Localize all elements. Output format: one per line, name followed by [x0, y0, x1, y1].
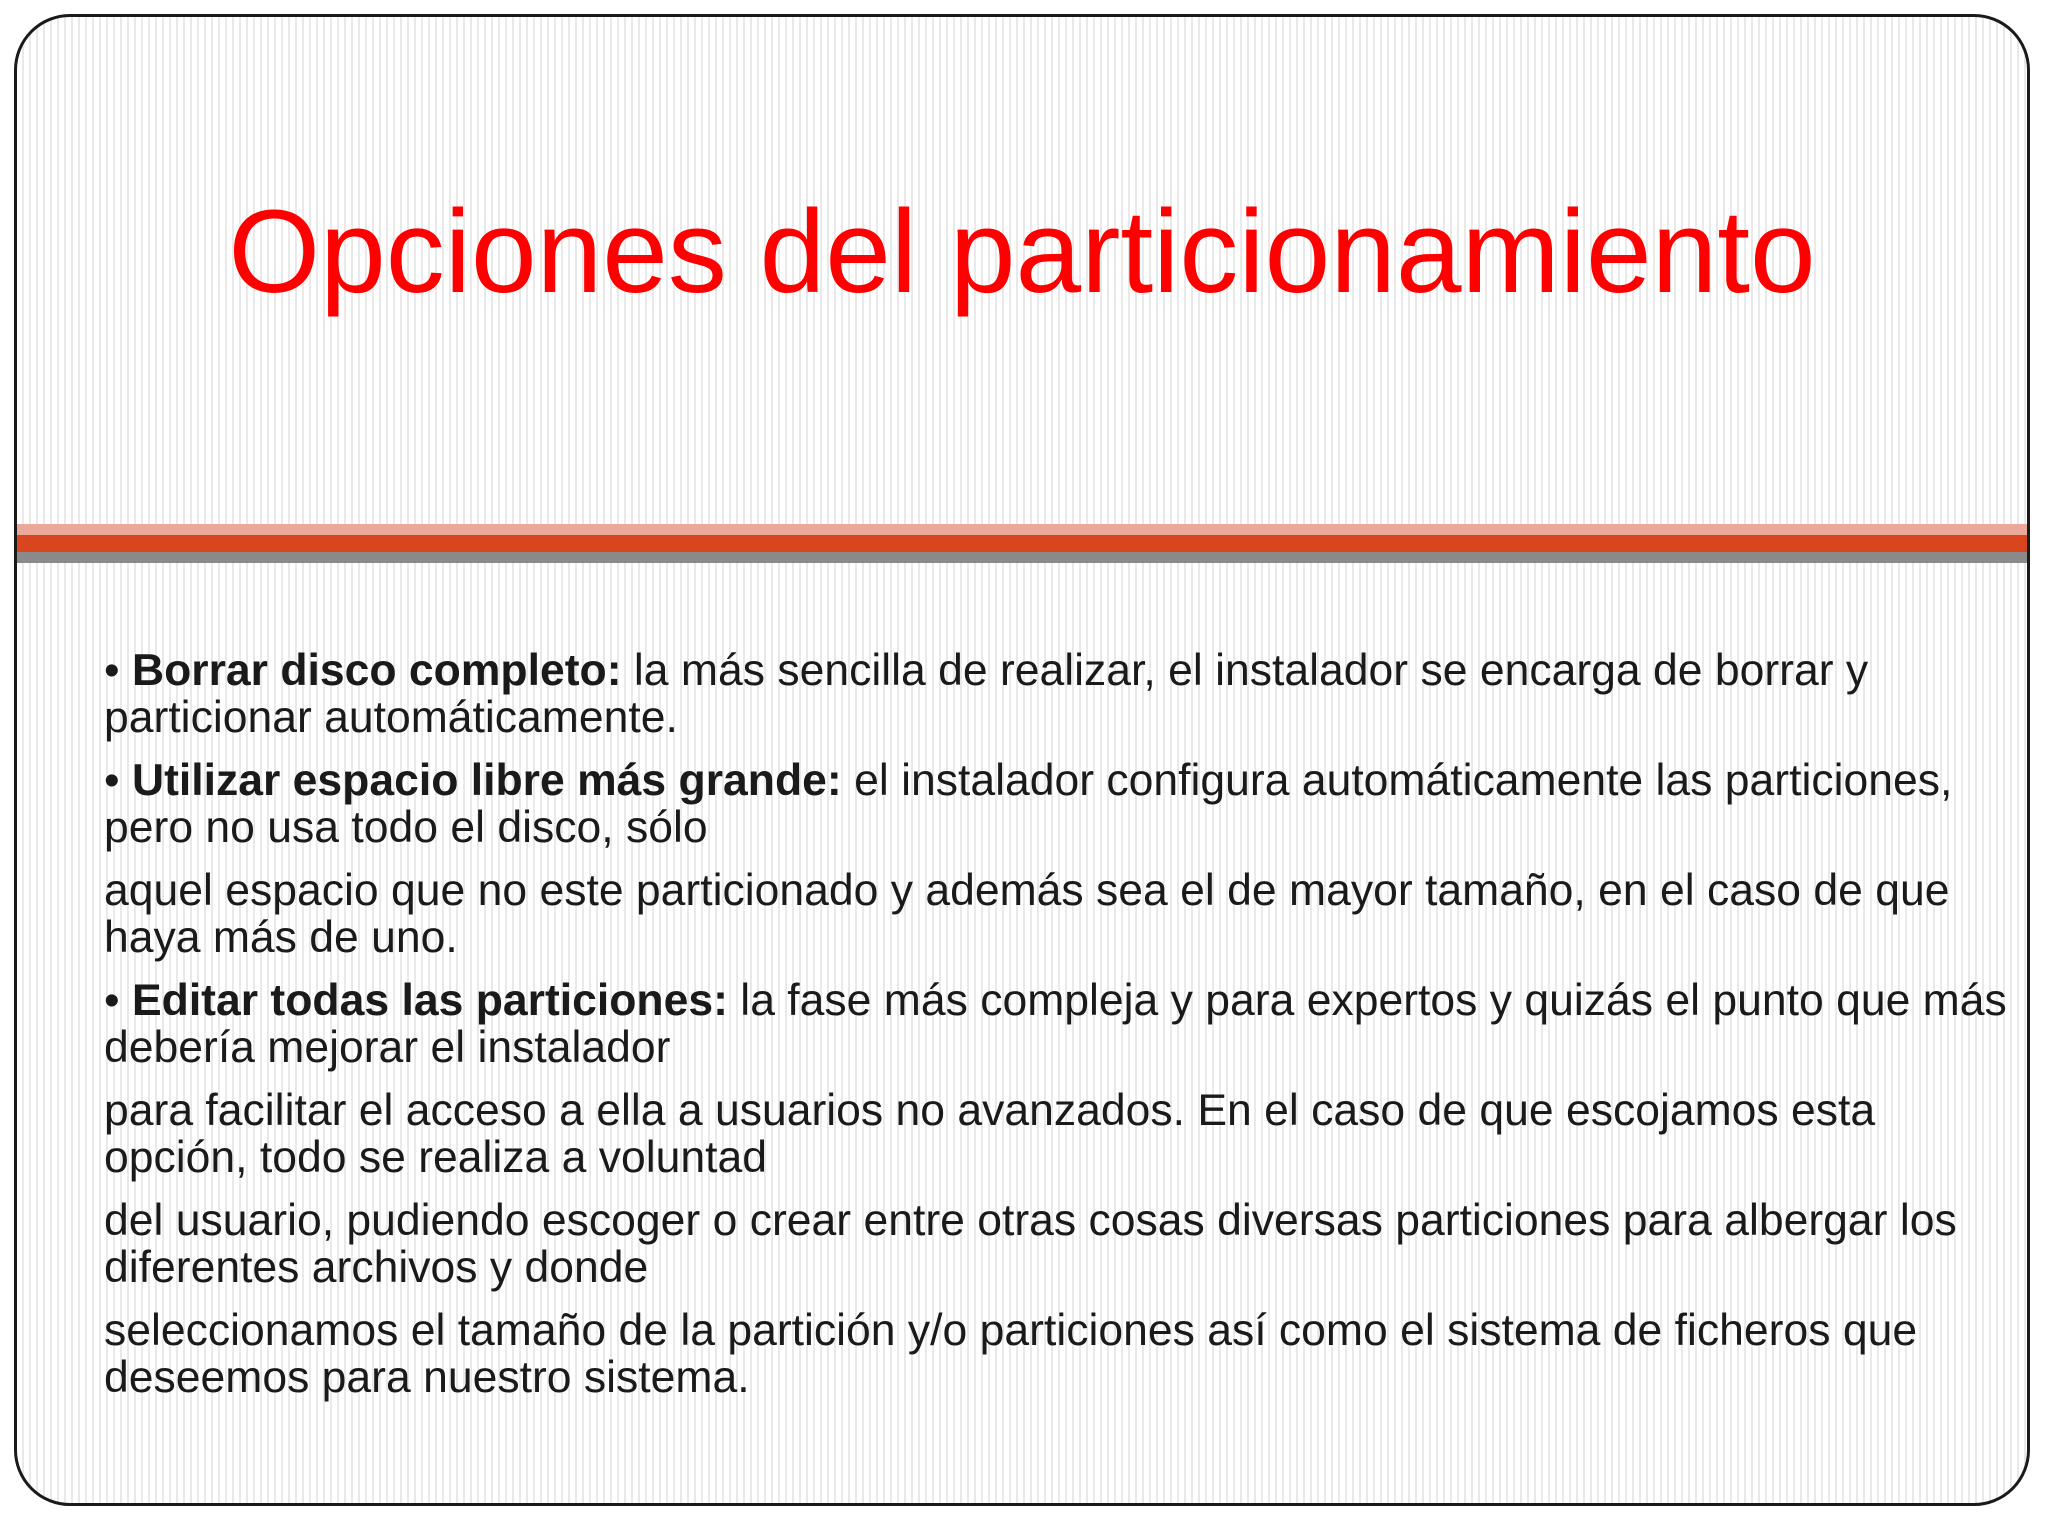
slide-frame [14, 14, 2030, 1506]
paragraph-espacio-libre [104, 757, 2009, 851]
option-description: aquel espacio que no este particionado y además sea el de mayor tamaño, en el caso de que haya más de uno. [104, 866, 1950, 962]
paragraph-editar-particiones [104, 977, 2009, 1071]
bullet-marker: • [104, 756, 132, 805]
option-description: seleccionamos el tamaño de la partición y/o particiones así como el sistema de ficheros que deseemos para nuestro sistema. [104, 1306, 1918, 1402]
paragraph-editar-cont-3 [104, 1307, 2009, 1401]
option-description: el instalador configura automáticamente las particiones, pero no usa todo el disco, sólo [104, 756, 1953, 852]
option-label-espacio-libre: Utilizar espacio libre más grande: [131, 756, 842, 805]
paragraph-borrar-disco [104, 647, 2009, 741]
divider-accent-stripe [17, 535, 2027, 552]
slide-title: Opciones del particionamiento [228, 186, 1816, 318]
bullet-marker: • [104, 646, 132, 695]
option-label-editar-particiones: Editar todas las particiones: [131, 976, 728, 1025]
paragraph-espacio-libre-cont [104, 867, 2009, 961]
option-description: para facilitar el acceso a ella a usuarios no avanzados. En el caso de que escojamos esta opción, todo se realiza a voluntad [104, 1086, 1876, 1182]
option-description: la más sencilla de realizar, el instalador se encarga de borrar y particionar automáticamente. [104, 646, 1869, 742]
option-description: la fase más compleja y para expertos y quizás el punto que más debería mejorar el instalador [104, 976, 2007, 1072]
option-description: del usuario, pudiendo escoger o crear entre otras cosas diversas particiones para albergar los diferentes archivos y donde [104, 1196, 1957, 1292]
bullet-marker: • [104, 976, 132, 1025]
divider-gray-stripe [17, 552, 2027, 563]
slide-body [104, 647, 2009, 1417]
option-label-borrar-disco: Borrar disco completo: [131, 646, 622, 695]
paragraph-editar-cont-1 [104, 1087, 2009, 1181]
divider-light-stripe [17, 524, 2027, 535]
paragraph-editar-cont-2 [104, 1197, 2009, 1291]
